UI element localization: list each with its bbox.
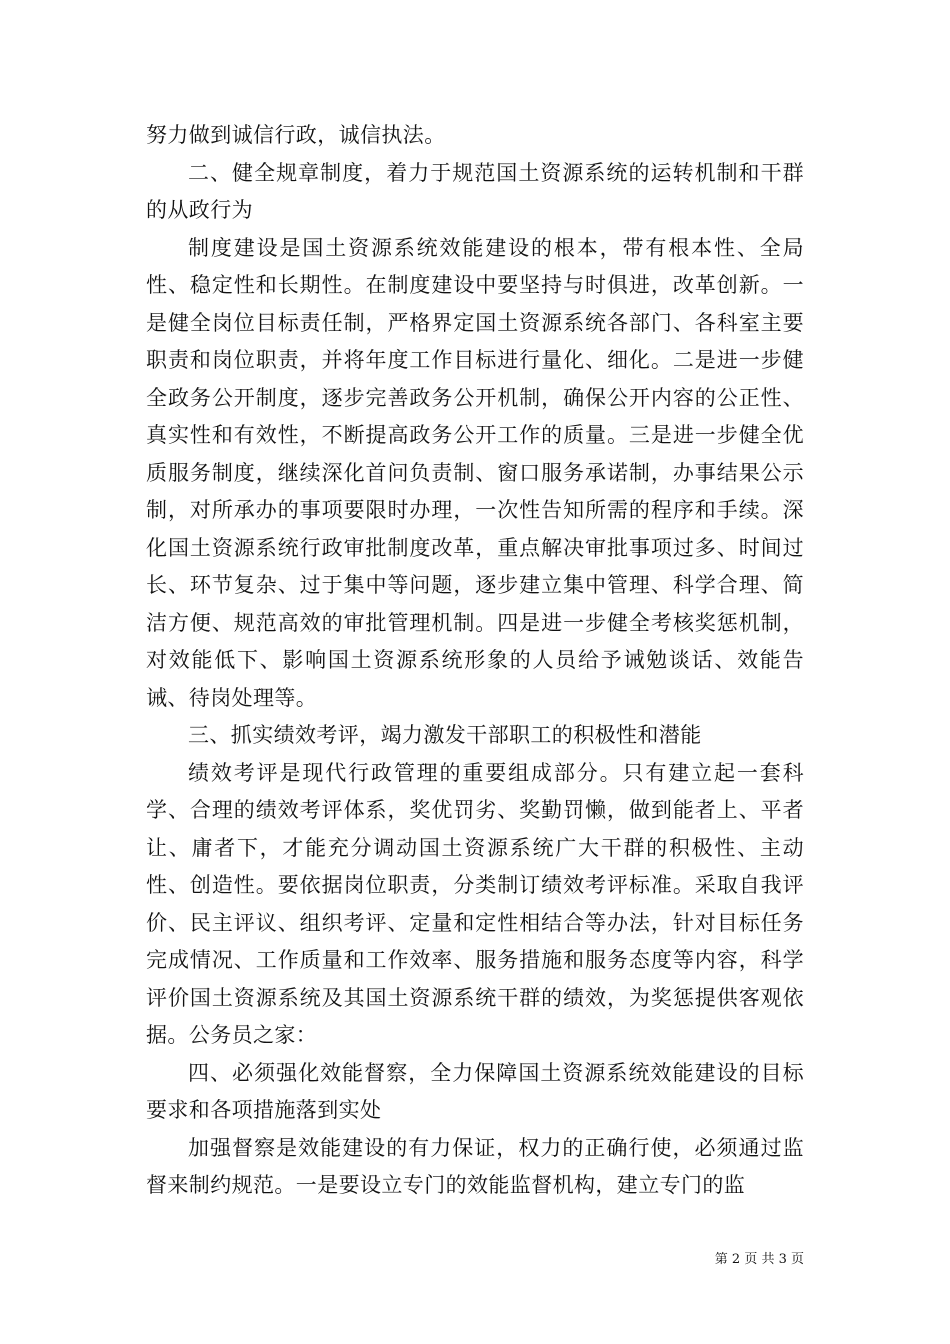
paragraph-performance-review: 绩效考评是现代行政管理的重要组成部分。只有建立起一套科学、合理的绩效考评体系，奖优罚劣、奖勤罚懒，做到能者上、平者让、庸者下，才能充分调动国土资源系统广大干群的积极性、主动性、创造性。要依据岗位职责，分类制订绩效考评标准。采取自我评价、民主评议、组织考评、定量和定性相结合等办法，针对目标任务完成情况、工作质量和工作效率、服务措施和服务态度等内容，科学评价国土资源系统及其国土资源系统干群的绩效，为奖惩提供客观依据。公务员之家： — [146, 760, 804, 1047]
paragraph-supervision: 加强督察是效能建设的有力保证，权力的正确行使，必须通过监督来制约规范。一是要设立专门的效能监督机构，建立专门的监 — [146, 1135, 804, 1197]
heading-section-two: 二、健全规章制度，着力于规范国土资源系统的运转机制和干群的从政行为 — [146, 160, 804, 222]
paragraph-continued: 努力做到诚信行政，诚信执法。 — [146, 123, 446, 147]
document-body — [146, 117, 804, 1205]
heading-section-four: 四、必须强化效能督察，全力保障国土资源系统效能建设的目标要求和各项措施落到实处 — [146, 1060, 804, 1122]
paragraph-system-building: 制度建设是国土资源系统效能建设的根本，带有根本性、全局性、稳定性和长期性。在制度建设中要坚持与时俱进，改革创新。一是健全岗位目标责任制，严格界定国土资源系统各部门、各科室主要职责和岗位职责，并将年度工作目标进行量化、细化。二是进一步健全政务公开制度，逐步完善政务公开机制，确保公开内容的公正性、真实性和有效性，不断提高政务公开工作的质量。三是进一步健全优质服务制度，继续深化首问负责制、窗口服务承诺制，办事结果公示制，对所承办的事项要限时办理，一次性告知所需的程序和手续。深化国土资源系统行政审批制度改革，重点解决审批事项过多、时间过长、环节复杂、过于集中等问题，逐步建立集中管理、科学合理、简洁方便、规范高效的审批管理机制。四是进一步健全考核奖惩机制，对效能低下、影响国土资源系统形象的人员给予诫勉谈话、效能告诫、待岗处理等。 — [146, 235, 804, 710]
heading-section-three: 三、抓实绩效考评，竭力激发干部职工的积极性和潜能 — [188, 723, 702, 747]
page-number: 第 2 页 共 3 页 — [714, 1252, 804, 1267]
